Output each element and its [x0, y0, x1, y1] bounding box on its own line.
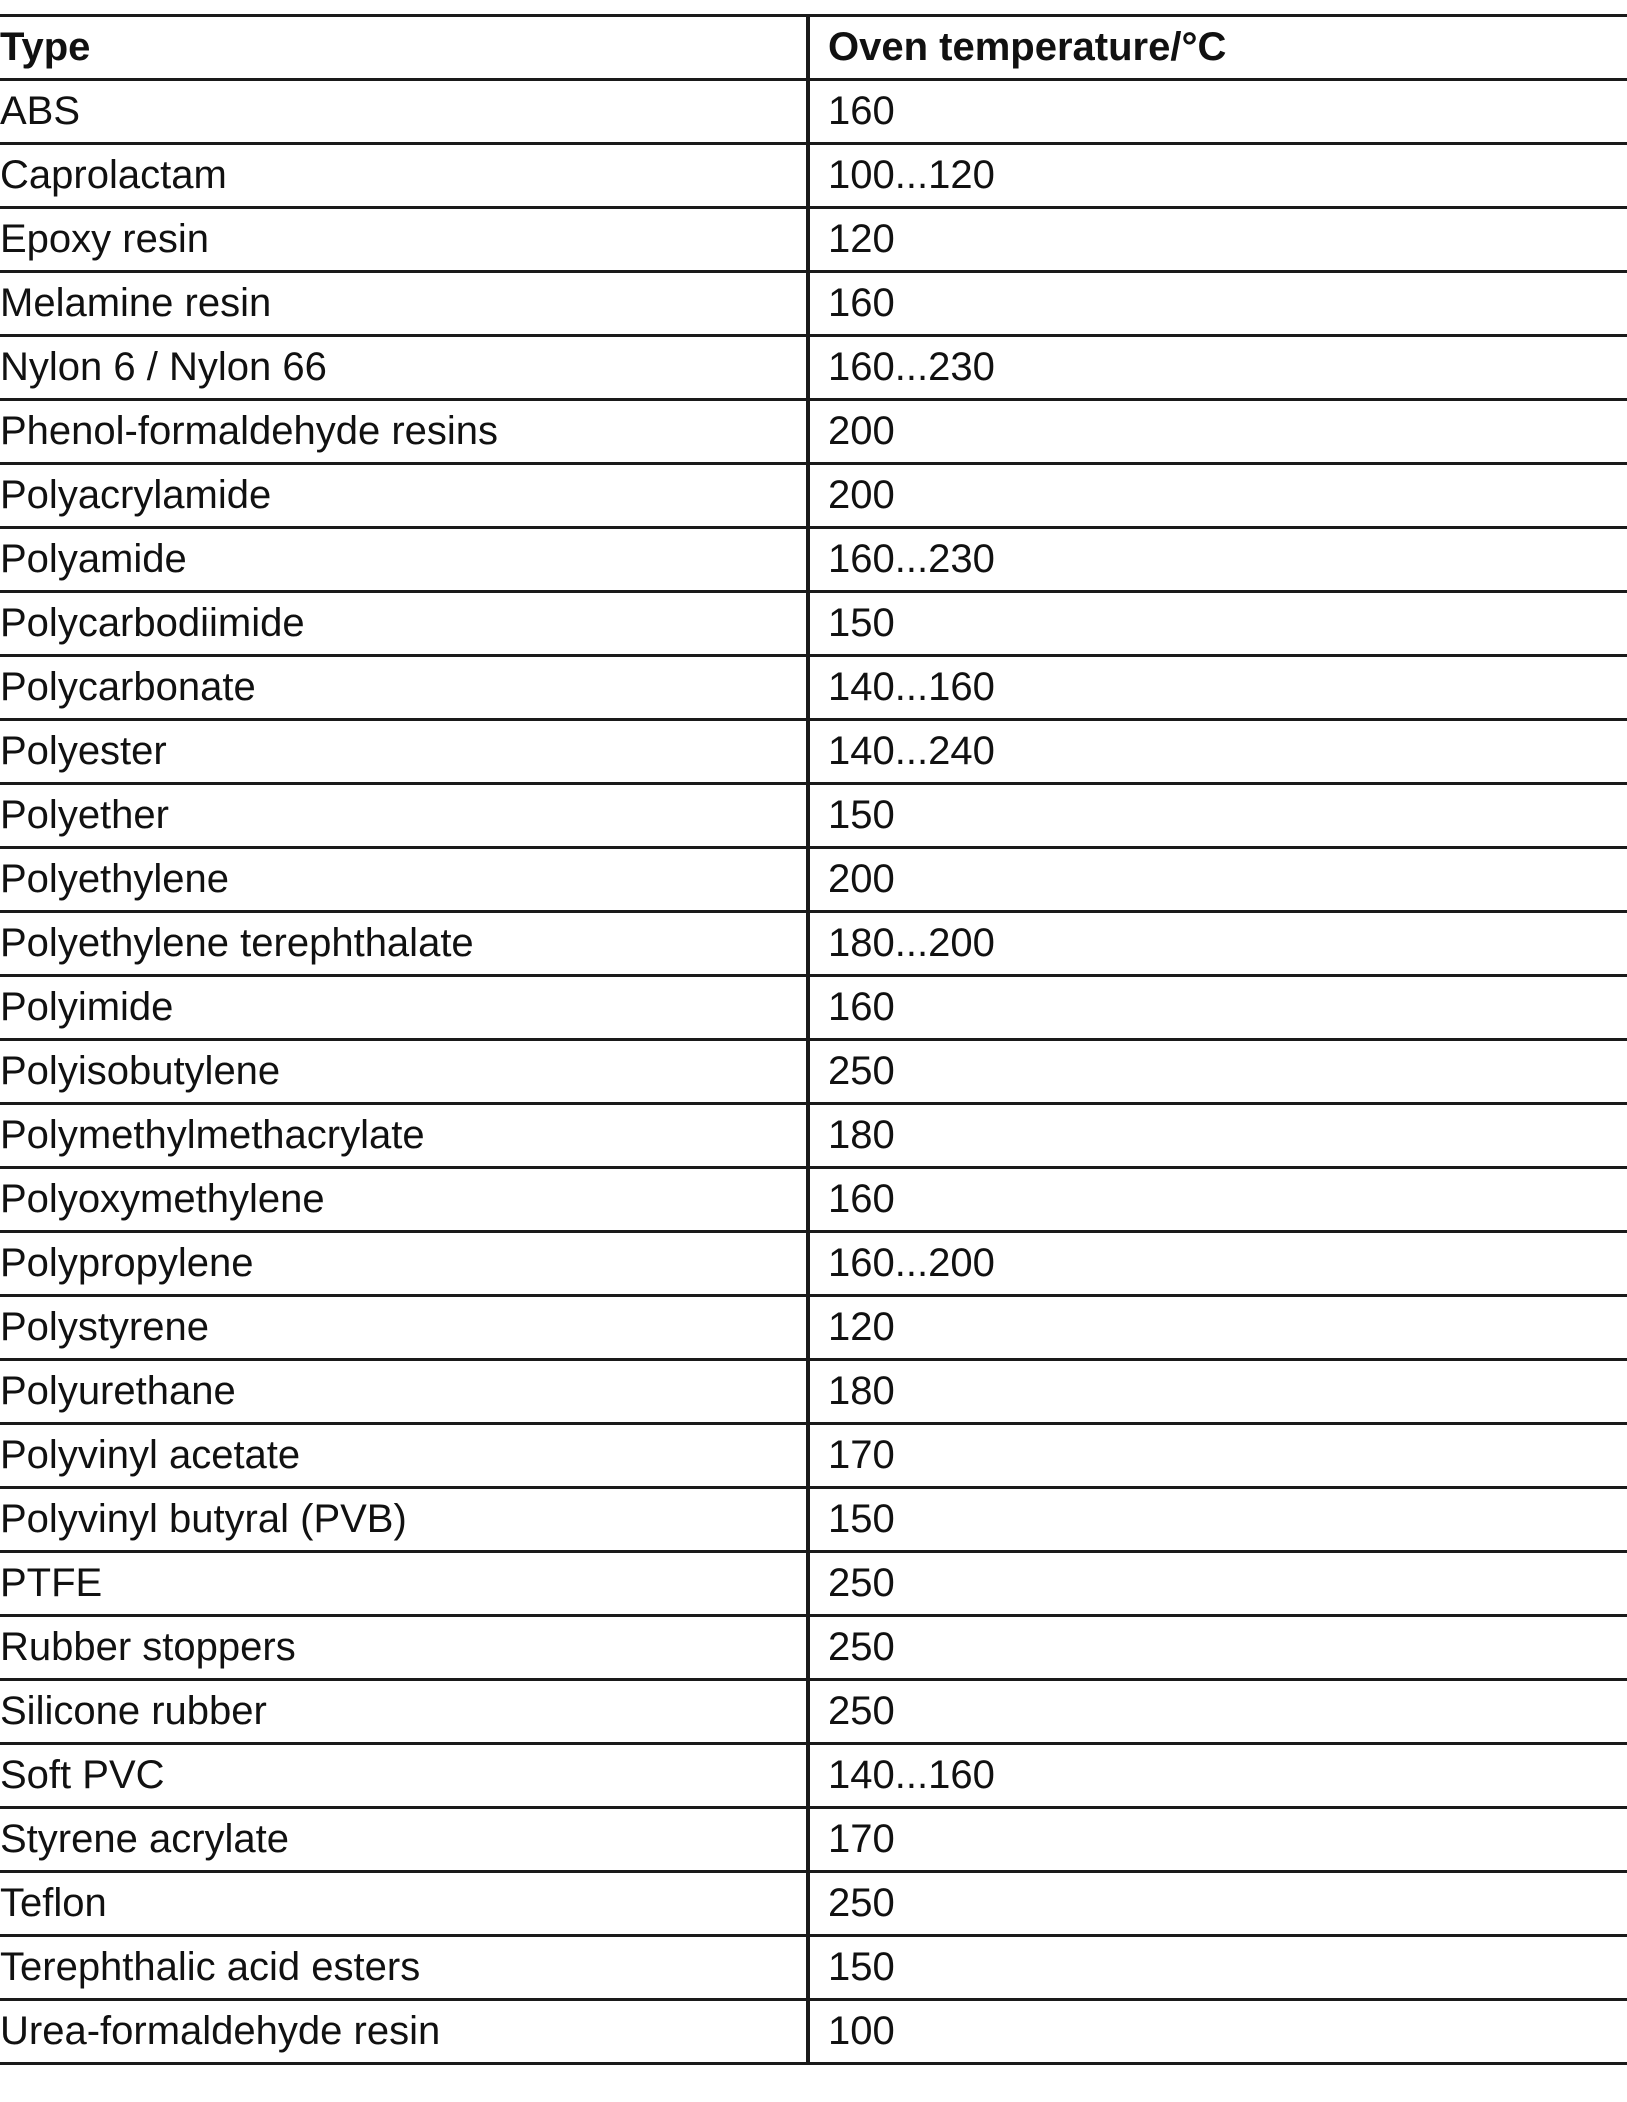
- column-header-type: Type: [0, 25, 91, 69]
- cell-type: Polymethylmethacrylate: [0, 1113, 425, 1157]
- table-row: [0, 912, 1627, 976]
- oven-temperature-table: [0, 14, 1627, 2065]
- cell-type: Polyoxymethylene: [0, 1177, 325, 1221]
- cell-type: Teflon: [0, 1881, 107, 1925]
- cell-oven-temperature: 150: [808, 784, 1627, 848]
- cell-type: PTFE: [0, 1561, 103, 1605]
- cell-oven-temperature: 160...200: [808, 1232, 1627, 1296]
- table-row: [0, 784, 1627, 848]
- table-row: [0, 720, 1627, 784]
- cell-oven-temperature: 150: [808, 1488, 1627, 1552]
- cell-type: Styrene acrylate: [0, 1817, 290, 1861]
- table-row: [0, 336, 1627, 400]
- cell-type: Polyethylene terephthalate: [0, 921, 474, 965]
- cell-oven-temperature: 140...240: [808, 720, 1627, 784]
- table-row: [0, 1168, 1627, 1232]
- cell-type: ABS: [0, 89, 81, 133]
- table-row: [0, 1936, 1627, 2000]
- cell-oven-temperature: 200: [808, 464, 1627, 528]
- cell-type: Polyvinyl acetate: [0, 1433, 301, 1477]
- cell-oven-temperature: 160...230: [808, 528, 1627, 592]
- cell-oven-temperature: 160: [808, 1168, 1627, 1232]
- cell-oven-temperature: 150: [808, 1936, 1627, 2000]
- table-row: [0, 1488, 1627, 1552]
- table-row: [0, 976, 1627, 1040]
- table-row: [0, 1296, 1627, 1360]
- cell-type: Melamine resin: [0, 281, 272, 325]
- cell-oven-temperature: 250: [808, 1616, 1627, 1680]
- cell-oven-temperature: 250: [808, 1552, 1627, 1616]
- cell-oven-temperature: 250: [808, 1680, 1627, 1744]
- table-row: [0, 464, 1627, 528]
- cell-type: Polycarbodiimide: [0, 601, 305, 645]
- cell-oven-temperature: 160...230: [808, 336, 1627, 400]
- cell-type: Polyester: [0, 729, 167, 773]
- table-row: [0, 656, 1627, 720]
- cell-oven-temperature: 160: [808, 976, 1627, 1040]
- cell-oven-temperature: 170: [808, 1424, 1627, 1488]
- cell-type: Terephthalic acid esters: [0, 1945, 421, 1989]
- cell-oven-temperature: 170: [808, 1808, 1627, 1872]
- table-row: [0, 1552, 1627, 1616]
- cell-oven-temperature: 120: [808, 1296, 1627, 1360]
- cell-oven-temperature: 250: [808, 1872, 1627, 1936]
- cell-oven-temperature: 120: [808, 208, 1627, 272]
- cell-type: Urea-formaldehyde resin: [0, 2009, 441, 2053]
- table-body: [0, 80, 1627, 2064]
- table-row: [0, 1680, 1627, 1744]
- table-row: [0, 1744, 1627, 1808]
- table-row: [0, 144, 1627, 208]
- cell-type: Polyurethane: [0, 1369, 236, 1413]
- cell-oven-temperature: 250: [808, 1040, 1627, 1104]
- table-row: [0, 1872, 1627, 1936]
- cell-type: Polypropylene: [0, 1241, 254, 1285]
- table-row: [0, 1424, 1627, 1488]
- cell-type: Epoxy resin: [0, 217, 209, 261]
- table-row: [0, 1232, 1627, 1296]
- cell-type: Polyamide: [0, 537, 187, 581]
- table-row: [0, 1360, 1627, 1424]
- table-row: [0, 80, 1627, 144]
- table-row: [0, 1040, 1627, 1104]
- cell-type: Soft PVC: [0, 1753, 165, 1797]
- column-header-oven-temperature: Oven temperature/°C: [808, 16, 1627, 80]
- cell-type: Polyvinyl butyral (PVB): [0, 1497, 407, 1541]
- table-row: [0, 1616, 1627, 1680]
- cell-oven-temperature: 140...160: [808, 656, 1627, 720]
- cell-type: Rubber stoppers: [0, 1625, 296, 1669]
- cell-oven-temperature: 140...160: [808, 1744, 1627, 1808]
- cell-type: Polyisobutylene: [0, 1049, 281, 1093]
- table-header-row: [0, 16, 1627, 80]
- cell-oven-temperature: 180: [808, 1360, 1627, 1424]
- cell-type: Phenol-formaldehyde resins: [0, 409, 499, 453]
- table-row: [0, 528, 1627, 592]
- cell-oven-temperature: 100...120: [808, 144, 1627, 208]
- table-row: [0, 1808, 1627, 1872]
- cell-oven-temperature: 160: [808, 80, 1627, 144]
- cell-oven-temperature: 180...200: [808, 912, 1627, 976]
- cell-type: Silicone rubber: [0, 1689, 267, 1733]
- cell-type: Caprolactam: [0, 153, 227, 197]
- cell-type: Polystyrene: [0, 1305, 209, 1349]
- cell-type: Polyethylene: [0, 857, 230, 901]
- cell-type: Nylon 6 / Nylon 66: [0, 345, 327, 389]
- cell-oven-temperature: 100: [808, 2000, 1627, 2064]
- cell-oven-temperature: 200: [808, 848, 1627, 912]
- table-row: [0, 400, 1627, 464]
- table-row: [0, 208, 1627, 272]
- table-row: [0, 848, 1627, 912]
- cell-type: Polyimide: [0, 985, 174, 1029]
- cell-oven-temperature: 160: [808, 272, 1627, 336]
- table-row: [0, 272, 1627, 336]
- cell-type: Polyether: [0, 793, 169, 837]
- cell-type: Polyacrylamide: [0, 473, 272, 517]
- table-row: [0, 592, 1627, 656]
- table-row: [0, 2000, 1627, 2064]
- cell-oven-temperature: 150: [808, 592, 1627, 656]
- table-row: [0, 1104, 1627, 1168]
- oven-temperature-table-container: [0, 14, 1627, 2065]
- cell-oven-temperature: 180: [808, 1104, 1627, 1168]
- cell-type: Polycarbonate: [0, 665, 256, 709]
- cell-oven-temperature: 200: [808, 400, 1627, 464]
